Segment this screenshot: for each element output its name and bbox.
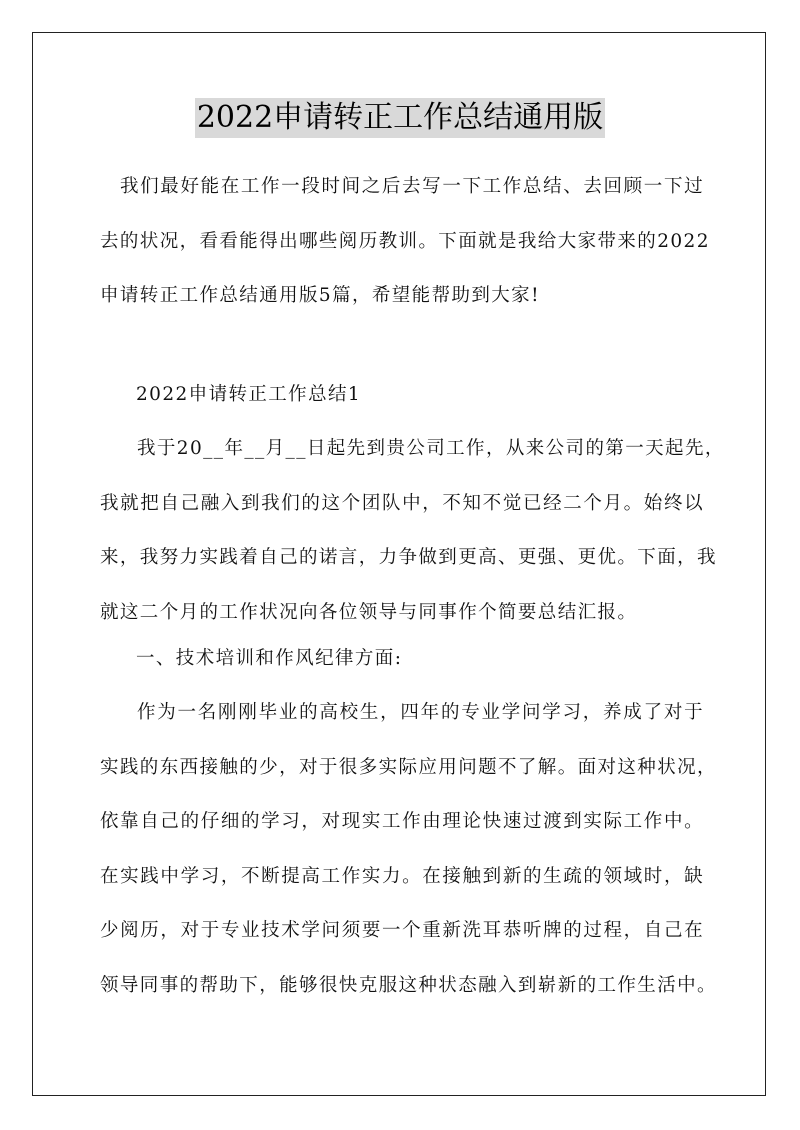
paragraph-line: 少阅历，对于专业技术学问须要一个重新洗耳恭听牌的过程，自己在 — [100, 920, 704, 941]
paragraph-line: 依靠自己的仔细的学习，对现实工作由理论快速过渡到实际工作中。 — [100, 811, 704, 832]
paragraph-line: 领导同事的帮助下，能够很快克服这种状态融入到崭新的工作生活中。 — [100, 974, 717, 996]
subheading: 一、技术培训和作风纪律方面: — [136, 648, 403, 669]
paragraph-line: 来，我努力实践着自己的诺言，力争做到更高、更强、更优。下面，我 — [100, 547, 717, 568]
paragraph-2 — [100, 686, 717, 1013]
section-heading: 2022申请转正工作总结1 — [136, 384, 362, 405]
paragraph-line: 就这二个月的工作状况向各位领导与同事作个简要总结汇报。 — [100, 601, 638, 623]
paragraph-1 — [100, 422, 725, 640]
intro-line: 我们最好能在工作一段时间之后去写一下工作总结、去回顾一下过 — [120, 176, 704, 197]
title-container — [0, 98, 800, 138]
intro-line: 去的状况，看看能得出哪些阅历教训。下面就是我给大家带来的2022 — [100, 230, 710, 252]
paragraph-line: 我就把自己融入到我们的这个团队中，不知不觉已经二个月。始终以 — [100, 492, 704, 514]
paragraph-line: 作为一名刚刚毕业的高校生，四年的专业学问学习，养成了对于 — [137, 702, 704, 723]
paragraph-line: 实践的东西接触的少，对于很多实际应用问题不了解。面对这种状况， — [100, 756, 717, 778]
intro-paragraph — [100, 160, 710, 324]
paragraph-line: 我于20__年__月__日起先到贵公司工作，从来公司的第一天起先， — [137, 438, 725, 459]
document-title: 2022申请转正工作总结通用版 — [195, 98, 605, 138]
intro-line: 申请转正工作总结通用版5篇，希望能帮助到大家! — [100, 285, 540, 306]
paragraph-line: 在实践中学习，不断提高工作实力。在接触到新的生疏的领域时，缺 — [100, 865, 704, 887]
